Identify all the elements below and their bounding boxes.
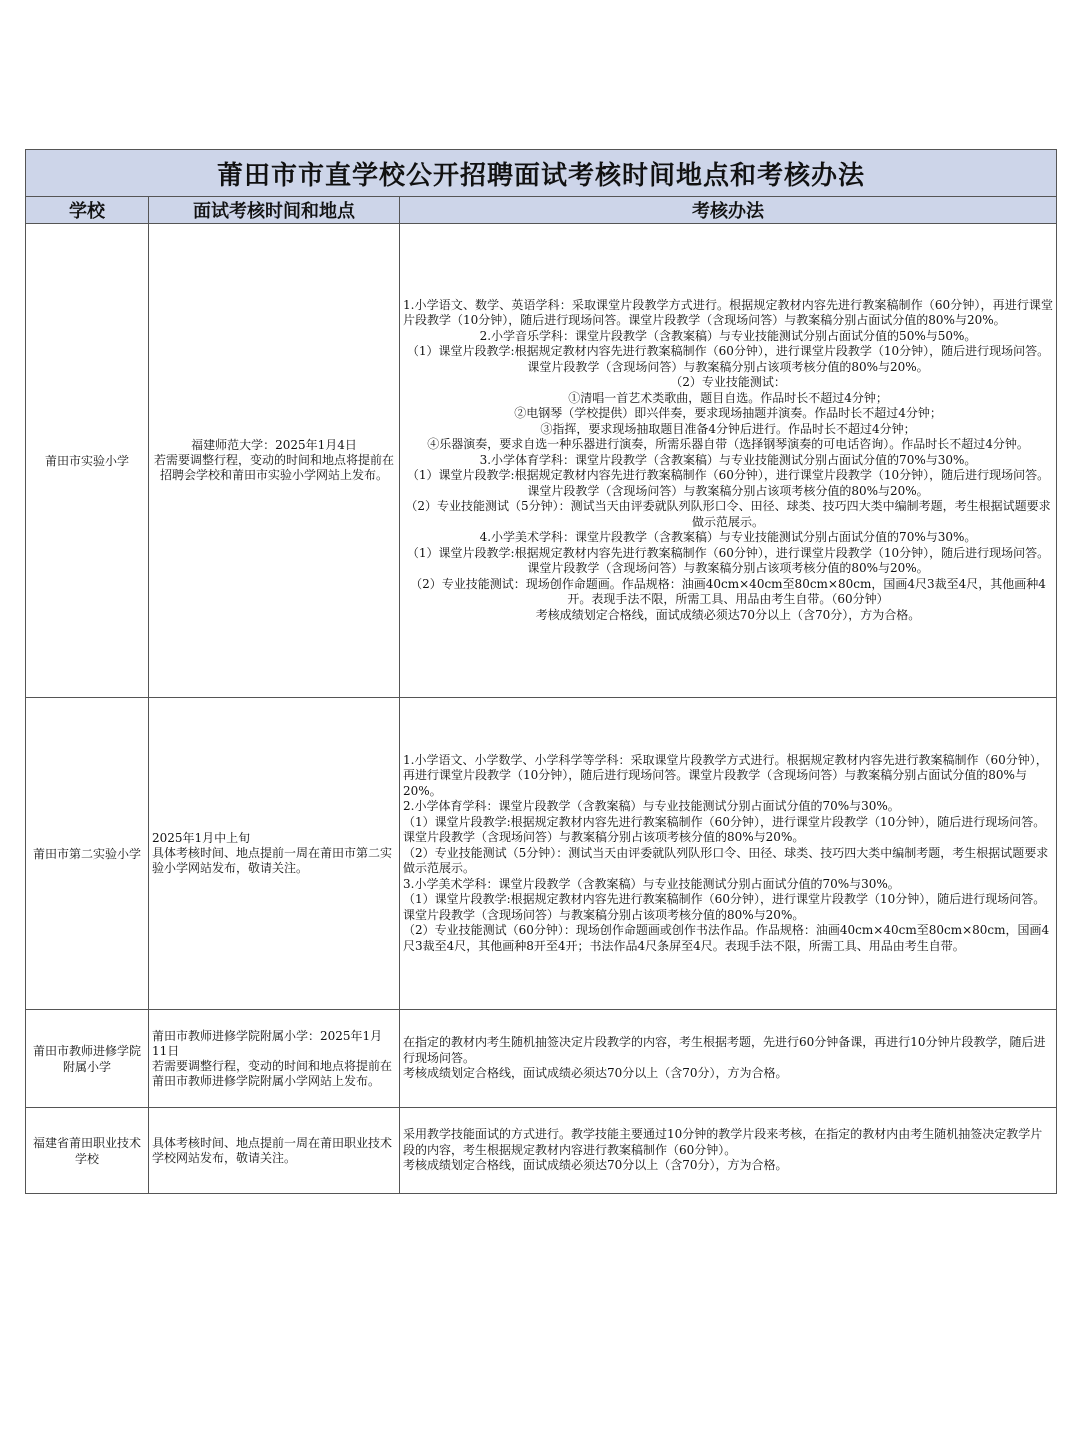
table-row: [26, 224, 1057, 698]
method-line: 考核成绩划定合格线，面试成绩必须达70分以上（含70分），方为合格。: [403, 1066, 788, 1081]
table-title: 莆田市市直学校公开招聘面试考核时间地点和考核办法: [26, 150, 1057, 197]
method-line: （2）专业技能测试：现场创作命题画。作品规格：油画40cm×40cm至80cm×80cm，国画4尺3裁至4尺，其他画种4开。表现手法不限，所需工具、用品由考生自带。（60分钟）: [410, 576, 1046, 607]
method-line: 考核成绩划定合格线，面试成绩必须达70分以上（含70分），方为合格。: [403, 1158, 788, 1173]
time-location-line: 莆田市教师进修学院附属小学：2025年1月11日: [152, 1028, 383, 1058]
time-location: [149, 1108, 400, 1194]
method-line: ②电钢琴（学校提供）即兴伴奏，要求现场抽题并演奏。作品时长不超过4分钟；: [514, 406, 942, 421]
header-row: [26, 197, 1057, 224]
time-location-line: 2025年1月中上旬: [152, 831, 251, 845]
method-line: 3.小学美术学科：课堂片段教学（含教案稿）与专业技能测试分别占面试分值的70%与30%。: [403, 876, 900, 891]
table-row: [26, 1010, 1057, 1108]
method-line: （2）专业技能测试：: [670, 375, 786, 390]
table-row: [26, 698, 1057, 1010]
method-line: 1.小学语文、数学、英语学科：采取课堂片段教学方式进行。根据规定教材内容先进行教案稿制作（60分钟），再进行课堂片段教学（10分钟），随后进行现场问答。课堂片段教学（含现场问答）与教案稿分别占面试分值的80%与20%。: [403, 297, 1054, 328]
method-line: 2.小学音乐学科：课堂片段教学（含教案稿）与专业技能测试分别占面试分值的50%与50%。: [479, 328, 977, 343]
method-line: （1）课堂片段教学:根据规定教材内容先进行教案稿制作（60分钟），进行课堂片段教学（10分钟），随后进行现场问答。课堂片段教学（含现场问答）与教案稿分别占该项考核分值的80%与20%。: [406, 344, 1050, 374]
time-location-line: 福建师范大学：2025年1月4日: [191, 438, 357, 452]
table-row: [26, 1108, 1057, 1194]
method-cell: [400, 224, 1057, 698]
method-line: （1）课堂片段教学:根据规定教材内容先进行教案稿制作（60分钟），进行课堂片段教学（10分钟），随后进行现场问答。课堂片段教学（含现场问答）与教案稿分别占该项考核分值的80%与20%。: [403, 814, 1046, 845]
school-name: 莆田市实验小学: [26, 224, 149, 698]
method-line: 1.小学语文、小学数学、小学科学等学科：采取课堂片段教学方式进行。根据规定教材内容先进行教案稿制作（60分钟），再进行课堂片段教学（10分钟），随后进行现场问答。课堂片段教学（含现场问答）与教案稿分别占面试分值的80%与20%。: [403, 752, 1048, 798]
time-location-line: 若需要调整行程，变动的时间和地点将提前在招聘会学校和莆田市实验小学网站上发布。: [153, 453, 394, 482]
school-name: 莆田市第二实验小学: [26, 698, 149, 1010]
header-school: 学校: [26, 197, 149, 224]
method-line: ④乐器演奏，要求自选一种乐器进行演奏，所需乐器自带（选择钢琴演奏的可电话咨询）。作品时长不超过4分钟。: [427, 437, 1029, 452]
method-line: （2）专业技能测试（5分钟）：测试当天由评委就队列队形口令、田径、球类、技巧四大类中编制考题，考生根据试题要求做示范展示。: [405, 499, 1051, 529]
method-cell: [400, 698, 1057, 1010]
method-line: （1）课堂片段教学:根据规定教材内容先进行教案稿制作（60分钟），进行课堂片段教学（10分钟），随后进行现场问答。课堂片段教学（含现场问答）与教案稿分别占该项考核分值的80%与20%。: [403, 892, 1046, 922]
time-location-line: 具体考核时间、地点提前一周在莆田职业技术学校网站发布，敬请关注。: [152, 1135, 393, 1165]
method-line: （2）专业技能测试（60分钟）：现场创作命题画或创作书法作品。作品规格：油画40cm×40cm至80cm×80cm，国画4尺3裁至4尺，其他画种8开至4开；书法作品4尺条屏至4尺。表现手法不限，所需工具、用品由考生自带。: [403, 923, 1050, 953]
method-line: （2）专业技能测试（5分钟）：测试当天由评委就队列队形口令、田径、球类、技巧四大类中编制考题，考生根据试题要求做示范展示。: [403, 845, 1049, 876]
school-name: 福建省莆田职业技术学校: [26, 1108, 149, 1194]
header-time-location: 面试考核时间和地点: [149, 197, 400, 224]
method-line: 采用教学技能面试的方式进行。教学技能主要通过10分钟的教学片段来考核，在指定的教材内由考生随机抽签决定教学片段的内容，考生根据规定教材内容进行教案稿制作（60分钟）。: [403, 1127, 1043, 1157]
school-name: 莆田市教师进修学院附属小学: [26, 1010, 149, 1108]
method-line: ③指挥，要求现场抽取题目准备4分钟后进行。作品时长不超过4分钟；: [540, 421, 916, 436]
time-location: [149, 224, 400, 698]
method-line: 在指定的教材内考生随机抽签决定片段教学的内容，考生根据考题，先进行60分钟备课，再进行10分钟片段教学，随后进行现场问答。: [403, 1035, 1046, 1065]
method-line: 考核成绩划定合格线，面试成绩必须达70分以上（含70分），方为合格。: [535, 607, 921, 622]
time-location: [149, 1010, 400, 1108]
method-line: 4.小学美术学科：课堂片段教学（含教案稿）与专业技能测试分别占面试分值的70%与30%。: [479, 530, 977, 545]
recruitment-table: [25, 149, 1057, 1194]
header-method: 考核办法: [400, 197, 1057, 224]
method-line: （1）课堂片段教学:根据规定教材内容先进行教案稿制作（60分钟），进行课堂片段教学（10分钟），随后进行现场问答。课堂片段教学（含现场问答）与教案稿分别占该项考核分值的80%与20%。: [406, 468, 1050, 498]
time-location-line: 若需要调整行程，变动的时间和地点将提前在莆田市教师进修学院附属小学网站上发布。: [152, 1058, 393, 1088]
time-location: [149, 698, 400, 1010]
method-line: 2.小学体育学科：课堂片段教学（含教案稿）与专业技能测试分别占面试分值的70%与30%。: [403, 799, 900, 814]
time-location-line: 具体考核时间、地点提前一周在莆田市第二实验小学网站发布，敬请关注。: [152, 846, 393, 875]
method-line: ①清唱一首艺术类歌曲，题目自选。作品时长不超过4分钟；: [568, 390, 888, 405]
method-line: 3.小学体育学科：课堂片段教学（含教案稿）与专业技能测试分别占面试分值的70%与30%。: [479, 452, 977, 467]
method-line: （1）课堂片段教学:根据规定教材内容先进行教案稿制作（60分钟），进行课堂片段教学（10分钟），随后进行现场问答。课堂片段教学（含现场问答）与教案稿分别占该项考核分值的80%与20%。: [406, 545, 1050, 576]
method-cell: [400, 1108, 1057, 1194]
method-cell: [400, 1010, 1057, 1108]
